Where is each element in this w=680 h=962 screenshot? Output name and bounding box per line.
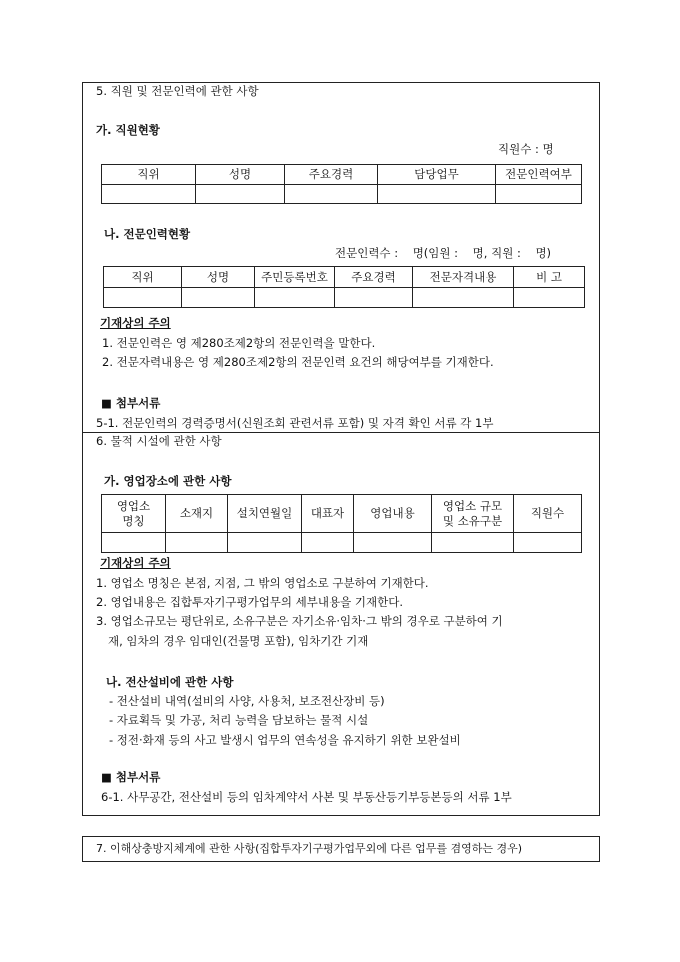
section-6-note-3: 3. 영업소규모는 평단위로, 소유구분은 자기소유·임차·그 밖의 경우로 구분하여 기 (96, 614, 503, 628)
section-7-title: 7. 이해상충방지체계에 관한 사항(집합투자기구평가업무외에 다른 업무를 겸영하는 경우) (96, 842, 523, 855)
staff-count: 직원수 : 명 (498, 142, 554, 156)
site-cell[interactable] (102, 533, 166, 553)
it-facility-item-1: - 전산설비 내역(설비의 사양, 사용처, 보조전산장비 등) (109, 694, 385, 708)
it-facility-item-3: - 정전·화재 등의 사고 발생시 업무의 연속성을 유지하기 위한 보완설비 (109, 733, 461, 747)
site-header-established: 설치연월일 (228, 495, 302, 533)
site-header-location: 소재지 (166, 495, 228, 533)
site-cell[interactable] (514, 533, 582, 553)
it-facility-title: 나. 전산설비에 관한 사항 (106, 675, 234, 689)
expert-header-career: 주요경력 (335, 267, 413, 288)
site-title: 가. 영업장소에 관한 사항 (104, 474, 232, 488)
expert-header-remarks: 비 고 (514, 267, 585, 288)
section-5-notes-title: 기재상의 주의 (100, 316, 171, 330)
staff-header-career: 주요경력 (285, 165, 378, 185)
section-6-notes-title: 기재상의 주의 (100, 556, 171, 570)
section-5-note-1: 1. 전문인력은 영 제280조제2항의 전문인력을 말한다. (102, 336, 376, 350)
expert-cell[interactable] (255, 288, 335, 308)
staff-cell[interactable] (378, 185, 496, 204)
site-header-representative: 대표자 (302, 495, 354, 533)
section-5-attach-item: 5-1. 전문인력의 경력증명서(신원조회 관련서류 포함) 및 자격 확인 서류 각 1부 (96, 416, 494, 430)
expert-status-title: 나. 전문인력현황 (104, 227, 191, 241)
site-table (101, 494, 582, 553)
site-header-office-name (102, 495, 166, 533)
staff-header-expert: 전문인력여부 (496, 165, 582, 185)
section-6-note-3-cont: 재, 임차의 경우 임대인(건물명 포함), 임차기간 기재 (108, 634, 369, 648)
staff-cell[interactable] (102, 185, 196, 204)
site-cell[interactable] (302, 533, 354, 553)
staff-cell[interactable] (496, 185, 582, 204)
expert-header-resident-no: 주민등록번호 (255, 267, 335, 288)
site-header-business: 영업내용 (354, 495, 432, 533)
it-facility-item-2: - 자료획득 및 가공, 처리 능력을 담보하는 물적 시설 (109, 713, 369, 727)
section-5-attach-title: ■ 첨부서류 (101, 396, 161, 410)
section-6-title: 6. 물적 시설에 관한 사항 (96, 434, 222, 448)
expert-cell[interactable] (104, 288, 182, 308)
site-cell[interactable] (432, 533, 514, 553)
section-5-note-2: 2. 전문자력내용은 영 제280조제2항의 전문인력 요건의 해당여부를 기재한다. (102, 355, 494, 369)
expert-cell[interactable] (514, 288, 585, 308)
staff-status-title: 가. 직원현황 (96, 123, 160, 137)
section-6-attach-title: ■ 첨부서류 (101, 770, 161, 784)
site-header-scale (432, 495, 514, 533)
site-header-scale-text: 영업소 규모 및 소유구분 (442, 499, 503, 528)
staff-header-position: 직위 (102, 165, 196, 185)
expert-header-position: 직위 (104, 267, 182, 288)
expert-header-qualification: 전문자격내용 (413, 267, 514, 288)
staff-header-duty: 담당업무 (378, 165, 496, 185)
staff-header-name: 성명 (196, 165, 285, 185)
site-cell[interactable] (166, 533, 228, 553)
site-header-staff: 직원수 (514, 495, 582, 533)
section-6-attach-item: 6-1. 사무공간, 전산설비 등의 임차계약서 사본 및 부동산등기부등본등의 서류 1부 (101, 790, 512, 804)
expert-cell[interactable] (413, 288, 514, 308)
expert-table (103, 266, 585, 308)
expert-header-name: 성명 (182, 267, 255, 288)
expert-count: 전문인력수 : 명(임원 : 명, 직원 : 명) (335, 246, 552, 260)
staff-cell[interactable] (285, 185, 378, 204)
site-header-office-name-text: 영업소 명칭 (116, 499, 151, 528)
staff-table (101, 164, 582, 204)
expert-cell[interactable] (182, 288, 255, 308)
section-6-note-1: 1. 영업소 명칭은 본점, 지점, 그 밖의 영업소로 구분하여 기재한다. (96, 576, 429, 590)
staff-cell[interactable] (196, 185, 285, 204)
section-5-title: 5. 직원 및 전문인력에 관한 사항 (96, 84, 259, 98)
section-6-note-2: 2. 영업내용은 집합투자기구평가업무의 세부내용을 기재한다. (96, 595, 403, 609)
site-cell[interactable] (354, 533, 432, 553)
expert-cell[interactable] (335, 288, 413, 308)
site-cell[interactable] (228, 533, 302, 553)
